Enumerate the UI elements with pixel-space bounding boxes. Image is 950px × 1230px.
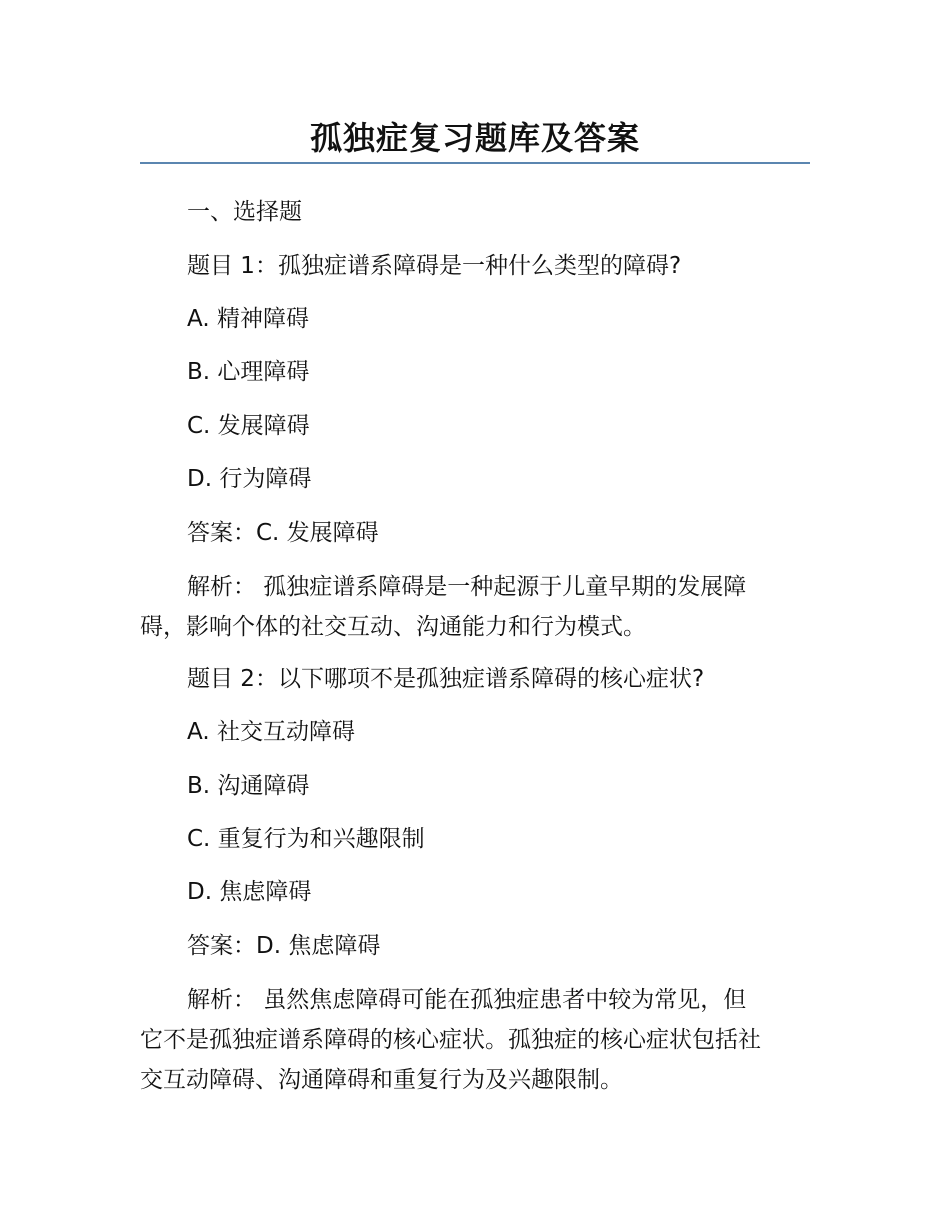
q2-option-c: C. 重复行为和兴趣限制 [187, 826, 425, 852]
q2-option-b: B. 沟通障碍 [187, 773, 310, 799]
q1-option-d: D. 行为障碍 [187, 466, 312, 492]
question-2: 题目 2：以下哪项不是孤独症谱系障碍的核心症状? [187, 666, 705, 692]
q1-option-c: C. 发展障碍 [187, 413, 310, 439]
section-heading: 一、选择题 [187, 199, 302, 225]
q2-answer: 答案：D. 焦虑障碍 [187, 933, 381, 959]
q2-explanation-line-3: 交互动障碍、沟通障碍和重复行为及兴趣限制。 [140, 1067, 623, 1093]
q1-explanation-line-2: 碍，影响个体的社交互动、沟通能力和行为模式。 [140, 614, 646, 640]
q1-explanation [140, 567, 812, 647]
q2-option-a: A. 社交互动障碍 [187, 719, 355, 745]
question-1: 题目 1：孤独症谱系障碍是一种什么类型的障碍? [187, 253, 682, 279]
q1-option-a: A. 精神障碍 [187, 306, 309, 332]
title-underline [140, 162, 810, 164]
q1-explanation-line-1: 解析： 孤独症谱系障碍是一种起源于儿童早期的发展障 [187, 574, 747, 600]
q1-answer: 答案：C. 发展障碍 [187, 520, 379, 546]
q2-explanation-line-1: 解析： 虽然焦虑障碍可能在孤独症患者中较为常见，但 [187, 987, 747, 1013]
q2-explanation [140, 980, 812, 1100]
q2-explanation-line-2: 它不是孤独症谱系障碍的核心症状。孤独症的核心症状包括社 [140, 1027, 761, 1053]
document-title: 孤独症复习题库及答案 [309, 119, 640, 157]
q1-option-b: B. 心理障碍 [187, 359, 310, 385]
q2-option-d: D. 焦虑障碍 [187, 879, 312, 905]
